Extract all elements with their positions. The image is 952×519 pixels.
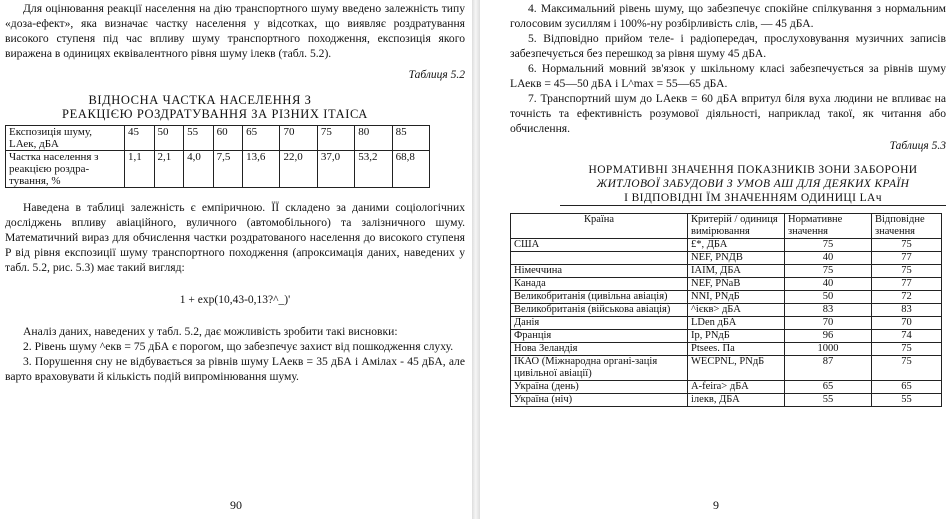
table-cell: 70: [280, 126, 317, 151]
table-cell: 53,2: [355, 151, 392, 188]
table-cell: WECPNL, PNдБ: [688, 356, 785, 381]
table-row: [511, 252, 942, 265]
table-caption-5-3: Таблиця 5.3: [889, 140, 946, 152]
table-cell: 75: [785, 265, 872, 278]
row-label-share: Частка населення з реакцією роздра-тування, %: [6, 151, 125, 188]
column-header: Критерій / одиниця вимірювання: [688, 214, 785, 239]
list-item: 5. Відповідно прийом теле- і радіопередач, прослуховування музичних записів забезпечується без перешкод за рівня шуму 45 дБА.: [510, 32, 946, 60]
left-page: [0, 0, 472, 519]
body-paragraph: Наведена в таблиці залежність є емпіричною. ЇЇ складено за даними соціологічних досліджень впливу авіаційного, вуличного (автомобільного) та залізничного шуму. Математичний вираз для обчислення частки роздратованого населення до високого ступеня P від рівня експозиції шуму транспортного походження (апроксимація даних, наведених у табл. 5.2, рис. 5.3) має такий вигляд:: [5, 201, 465, 274]
book-gutter: [472, 0, 480, 519]
list-item: 2. Рівень шуму ^екв = 75 дБА є порогом, що забезпечує захист від пошкодження слуху.: [23, 340, 454, 353]
table-caption-5-2: Таблиця 5.2: [408, 69, 465, 81]
table-cell: США: [511, 239, 688, 252]
table-cell: Великобританія (військова авіація): [511, 304, 688, 317]
table-cell: Данія: [511, 317, 688, 330]
table-row: [511, 356, 942, 381]
table-cell: 75: [872, 265, 942, 278]
table-cell: Канада: [511, 278, 688, 291]
table-cell: 75: [872, 356, 942, 381]
table-title-5-2-line2: РЕАКЦІЄЮ РОЗДРАТУВАННЯ ЗА РІЗНИХ IТАІСА: [62, 107, 368, 121]
page-number: 90: [230, 498, 242, 512]
list-item: 4. Максимальний рівень шуму, що забезпечує спокійне спілкування з нормальним голосовим зусиллям і 100%-ну розбірливість слів, — 45 дБА.: [510, 2, 946, 30]
table-row: [511, 265, 942, 278]
table-cell: 60: [213, 126, 243, 151]
table-cell: [511, 252, 688, 265]
table-cell: 75: [317, 126, 354, 151]
table-title-5-3-line2: ЖИТЛОВОЇ ЗАБУДОВИ З УМОВ АШ ДЛЯ ДЕЯКИХ КРАЇН: [596, 178, 910, 190]
table-title-5-3-line1: НОРМАТИВНІ ЗНАЧЕННЯ ПОКАЗНИКІВ ЗОНИ ЗАБОРОНИ: [588, 164, 918, 176]
table-row: [511, 239, 942, 252]
table-row: [511, 381, 942, 394]
table-cell: 1000: [785, 343, 872, 356]
right-page: [480, 0, 952, 519]
table-cell: ІАІМ, ДБА: [688, 265, 785, 278]
table-cell: £*, ДБА: [688, 239, 785, 252]
table-cell: 83: [872, 304, 942, 317]
list-item: 6. Нормальний мовний зв'язок у шкільному класі забезпечується за рівнів шуму LАекв = 45—50 дБА і L^max = 55—65 дБА.: [510, 62, 946, 90]
table-cell: 1,1: [125, 151, 155, 188]
table-cell: 83: [785, 304, 872, 317]
row-label-exposure: Експозиція шуму, LАек, дБА: [6, 126, 125, 151]
table-cell: Ip, PNдБ: [688, 330, 785, 343]
table-cell: NNI, PNдБ: [688, 291, 785, 304]
table-cell: 50: [154, 126, 184, 151]
noise-norms-table: [510, 213, 942, 407]
table-cell: 65: [785, 381, 872, 394]
table-cell: Німеччина: [511, 265, 688, 278]
table-row: [511, 278, 942, 291]
table-row: [511, 330, 942, 343]
table-title-5-3-line3: І ВІДПОВІДНІ ЇМ ЗНАЧЕННЯМ ОДИНИЦІ LАч: [560, 191, 946, 206]
table-cell: 65: [243, 126, 280, 151]
exposure-table: [5, 125, 430, 188]
table-header-row: [511, 214, 942, 239]
conclusion-intro: Аналіз даних, наведених у табл. 5.2, дає можливість зробити такі висновки:: [23, 325, 398, 338]
table-row: [511, 343, 942, 356]
table-cell: 87: [785, 356, 872, 381]
table-cell: 70: [785, 317, 872, 330]
list-item: 3. Порушення сну не відбувається за рівнів шуму LАекв = 35 дБА і Амілах - 45 дБА, але варто враховувати й кількість подій випромінювання шуму.: [5, 355, 465, 383]
table-cell: 45: [125, 126, 155, 151]
table-cell: 77: [872, 278, 942, 291]
column-header: Країна: [511, 214, 688, 239]
table-cell: Франція: [511, 330, 688, 343]
table-cell: 55: [872, 394, 942, 407]
table-cell: 75: [872, 239, 942, 252]
table-cell: 55: [184, 126, 214, 151]
table-cell: 40: [785, 278, 872, 291]
table-cell: 2,1: [154, 151, 184, 188]
table-cell: Великобританія (цивільна авіація): [511, 291, 688, 304]
table-cell: 4,0: [184, 151, 214, 188]
table-cell: 74: [872, 330, 942, 343]
intro-paragraph: Для оцінювання реакції населення на дію транспортного шуму введено залежність типу «доза-ефект», яка визначає частку населення у відсотках, що виявляє роздратування високого ступеня під час впливу шуму транспортного походження, експозиція якого виражена в одиницях еквівалентного рівня шуму ілекв (табл. 5.2).: [5, 2, 465, 60]
table-cell: 85: [392, 126, 429, 151]
table-cell: 55: [785, 394, 872, 407]
table-cell: ІКАО (Міжнародна органі-зація цивільної авіації): [511, 356, 688, 381]
table-title-5-2-line1: ВІДНОСНА ЧАСТКА НАСЕЛЕННЯ З: [88, 93, 312, 107]
table-cell: NEF, PNaB: [688, 278, 785, 291]
table-cell: Україна (день): [511, 381, 688, 394]
table-cell: 68,8: [392, 151, 429, 188]
formula: 1 + exp(10,43-0,13?^_)': [179, 294, 291, 306]
table-cell: 80: [355, 126, 392, 151]
table-row: [511, 394, 942, 407]
table-cell: 65: [872, 381, 942, 394]
table-row: [6, 126, 430, 151]
table-cell: 96: [785, 330, 872, 343]
table-row: [6, 151, 430, 188]
table-cell: 72: [872, 291, 942, 304]
table-cell: 40: [785, 252, 872, 265]
table-cell: NEF, PNДB: [688, 252, 785, 265]
column-header: Відповідне значення: [872, 214, 942, 239]
table-cell: 50: [785, 291, 872, 304]
table-cell: Нова Зеландія: [511, 343, 688, 356]
table-cell: 75: [785, 239, 872, 252]
table-cell: Ptsees. Па: [688, 343, 785, 356]
list-item: 7. Транспортний шум до LАекв = 60 дБА впритул біля вуха людини не впливає на точність та ефективність розумової діяльності, наприклад такої, як читання або обчислення.: [510, 92, 946, 135]
table-cell: ілекв, ДБА: [688, 394, 785, 407]
table-cell: 22,0: [280, 151, 317, 188]
table-row: [511, 291, 942, 304]
table-cell: 13,6: [243, 151, 280, 188]
table-cell: 77: [872, 252, 942, 265]
table-cell: 75: [872, 343, 942, 356]
column-header: Нормативне значення: [785, 214, 872, 239]
table-cell: A-feira> дБА: [688, 381, 785, 394]
table-row: [511, 304, 942, 317]
table-cell: 7,5: [213, 151, 243, 188]
table-cell: Україна (ніч): [511, 394, 688, 407]
table-cell: 70: [872, 317, 942, 330]
table-cell: LDen дБА: [688, 317, 785, 330]
table-row: [511, 317, 942, 330]
table-cell: ^ієкв> дБА: [688, 304, 785, 317]
page-number: 9: [713, 498, 719, 512]
table-cell: 37,0: [317, 151, 354, 188]
